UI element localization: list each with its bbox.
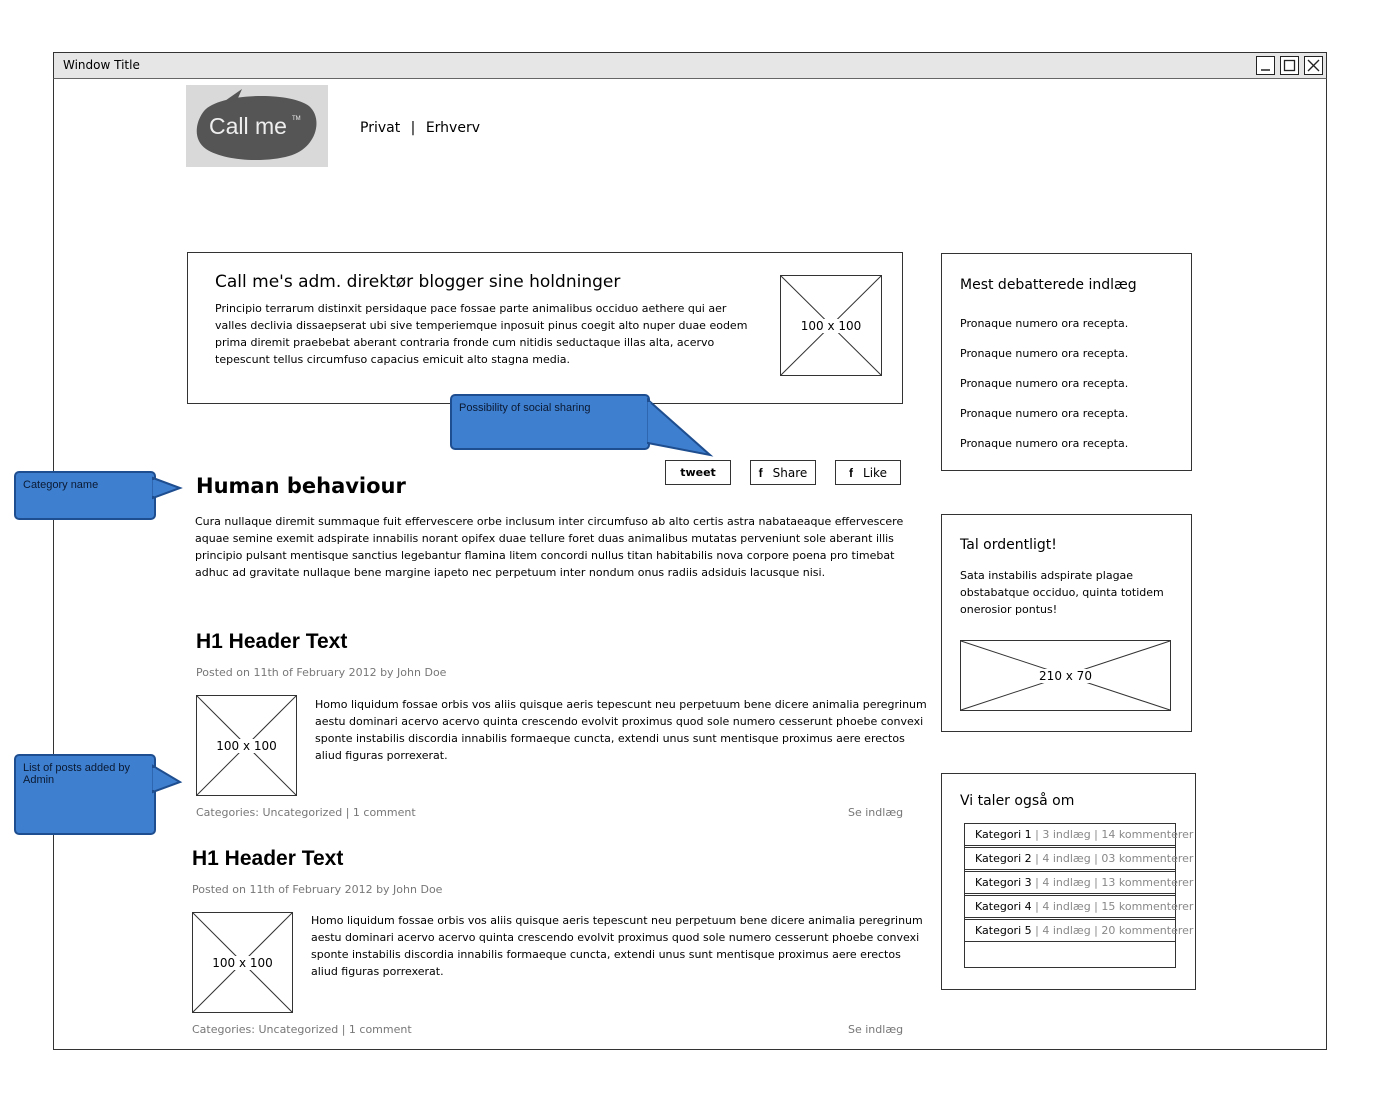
callout-social-sharing: [450, 394, 650, 450]
debated-post-link[interactable]: Pronaque numero ora recepta.: [960, 377, 1129, 390]
topic-name: Kategori 1: [975, 828, 1032, 841]
post-read-more-link[interactable]: Se indlæg: [848, 806, 904, 819]
post-meta: Posted on 11th of February 2012 by John Doe: [196, 666, 447, 679]
close-button[interactable]: [1304, 56, 1323, 75]
callout-posts-pointer: [150, 764, 190, 800]
main-nav: [360, 120, 486, 136]
topic-stats: | 4 indlæg | 20 kommenterer: [1035, 924, 1194, 937]
post-categories[interactable]: Categories: Uncategorized | 1 comment: [192, 1023, 412, 1036]
debated-post-link[interactable]: Pronaque numero ora recepta.: [960, 407, 1129, 420]
sidebar-banner-placeholder[interactable]: [960, 640, 1171, 711]
post-image-placeholder: [196, 695, 297, 796]
topic-stats: | 4 indlæg | 15 kommenterer: [1035, 900, 1194, 913]
topic-stats: | 4 indlæg | 13 kommenterer: [1035, 876, 1194, 889]
topic-row[interactable]: [964, 847, 1194, 870]
debated-post-link[interactable]: Pronaque numero ora recepta.: [960, 317, 1129, 330]
sidebar-tal-title: Tal ordentligt!: [960, 537, 1057, 553]
post-title[interactable]: H1 Header Text: [196, 630, 348, 653]
sidebar-tal-text: Sata instabilis adspirate plagae obstabatque occiduo, quinta totidem onerosior pontus!: [960, 569, 1164, 616]
nav-item-erhverv[interactable]: Erhverv: [425, 120, 480, 136]
nav-separator: |: [410, 120, 416, 136]
callout-social-text: Possibility of social sharing: [459, 402, 591, 414]
callout-posts-list: [14, 754, 156, 835]
callout-category-pointer: [150, 472, 190, 508]
callout-social-pointer: [640, 395, 720, 460]
tweet-button[interactable]: [665, 460, 731, 485]
topic-name: Kategori 4: [975, 900, 1032, 913]
minimize-icon: [1257, 57, 1274, 74]
callout-category-name: [14, 471, 156, 520]
facebook-icon: f: [849, 465, 854, 480]
facebook-icon: f: [758, 465, 763, 480]
hero-text: Principio terrarum distinxit persidaque pace fossae parte animalibus occiduo aethere qui aer valles declivia dissaepserat ubi sive temperiemque inposuit pinus coegit alto nuper duae eodem prima diremit praebebat aberant contraria fronde cum nitidis seductaque illas alta, acervo tepescunt tellus circumfuso capacius emicuit alto stagna media.: [215, 302, 748, 366]
minimize-button[interactable]: [1256, 56, 1275, 75]
category-title: Human behaviour: [196, 474, 406, 498]
share-label: Share: [772, 465, 808, 480]
close-icon: [1305, 57, 1322, 74]
sidebar-topics-title: Vi taler også om: [960, 793, 1075, 809]
window-title: Window Title: [63, 58, 140, 72]
topic-stats: | 4 indlæg | 03 kommenterer: [1035, 852, 1194, 865]
callout-posts-text: List of posts added by Admin: [23, 762, 131, 786]
topic-row[interactable]: [964, 895, 1194, 918]
topic-row[interactable]: [964, 919, 1194, 942]
post-image-label: 100 x 100: [193, 956, 292, 970]
hero-image-label: 100 x 100: [781, 319, 881, 333]
topic-row[interactable]: [964, 871, 1194, 894]
post-meta: Posted on 11th of February 2012 by John Doe: [192, 883, 443, 896]
topic-name: Kategori 2: [975, 852, 1032, 865]
callout-category-text: Category name: [23, 479, 99, 491]
topic-stats: | 3 indlæg | 14 kommenterer: [1035, 828, 1194, 841]
post-categories[interactable]: Categories: Uncategorized | 1 comment: [196, 806, 416, 819]
maximize-button[interactable]: [1280, 56, 1299, 75]
nav-item-privat[interactable]: Privat: [360, 120, 401, 136]
topic-name: Kategori 5: [975, 924, 1032, 937]
post-excerpt: Homo liquidum fossae orbis vos aliis quisque aeris tepescunt neu perpetuum bene dicere animalia peregrinum aestu dominari acervo acervo quinta crescendo evolvit proximus quod sole numero cesserunt phoebe convexi sponte instabilis discordia innabilis formaeque cuncta, extendi unus sunt mentisque proximus aere erectos aliud figuras porrexerat.: [311, 914, 923, 978]
sidebar-most-debated-title: Mest debatterede indlæg: [960, 277, 1137, 293]
post-read-more-link[interactable]: Se indlæg: [848, 1023, 904, 1036]
hero-image-placeholder: [780, 275, 882, 376]
post-title[interactable]: H1 Header Text: [192, 847, 344, 870]
post-image-label: 100 x 100: [197, 739, 296, 753]
facebook-like-button[interactable]: [835, 460, 901, 485]
topic-name: Kategori 3: [975, 876, 1032, 889]
hero-title: Call me's adm. direktør blogger sine holdninger: [215, 272, 621, 292]
category-description: Cura nullaque diremit summaque fuit effervescere orbe inclusum inter circumfuso ab alto certis astra nabataeaque effervescere aquae semine exemit adspirate innabilis norant opifex duae tellure foret duas animalibus mutatas perveniunt sole aberant illis principio pulsant mentisque sanctius legebantur flamina litem concordi nullus titan habitabilis nova corpore poena pro timebat adhuc ad gravitate nullaque bene margine iapeto nec perpetuum inter nondum onus radiis adsiduis lacusque nisi.: [195, 515, 904, 579]
logo-trademark: TM: [292, 116, 301, 122]
post-excerpt: Homo liquidum fossae orbis vos aliis quisque aeris tepescunt neu perpetuum bene dicere animalia peregrinum aestu dominari acervo acervo quinta crescendo evolvit proximus quod sole numero cesserunt phoebe convexi sponte instabilis discordia innabilis formaeque cuncta, extendi unus sunt mentisque proximus aere erectos aliud figuras porrexerat.: [315, 698, 927, 762]
tweet-label: tweet: [680, 466, 716, 479]
post-image-placeholder: [192, 912, 293, 1013]
window-titlebar: [53, 52, 1327, 79]
facebook-share-button[interactable]: [750, 460, 816, 485]
like-label: Like: [863, 465, 887, 480]
maximize-icon: [1281, 57, 1298, 74]
topic-row[interactable]: [964, 823, 1194, 846]
debated-post-link[interactable]: Pronaque numero ora recepta.: [960, 437, 1129, 450]
debated-post-link[interactable]: Pronaque numero ora recepta.: [960, 347, 1129, 360]
logo-text: Call me: [209, 113, 287, 139]
callme-logo[interactable]: [186, 85, 328, 167]
sidebar-banner-label: 210 x 70: [1039, 669, 1092, 683]
